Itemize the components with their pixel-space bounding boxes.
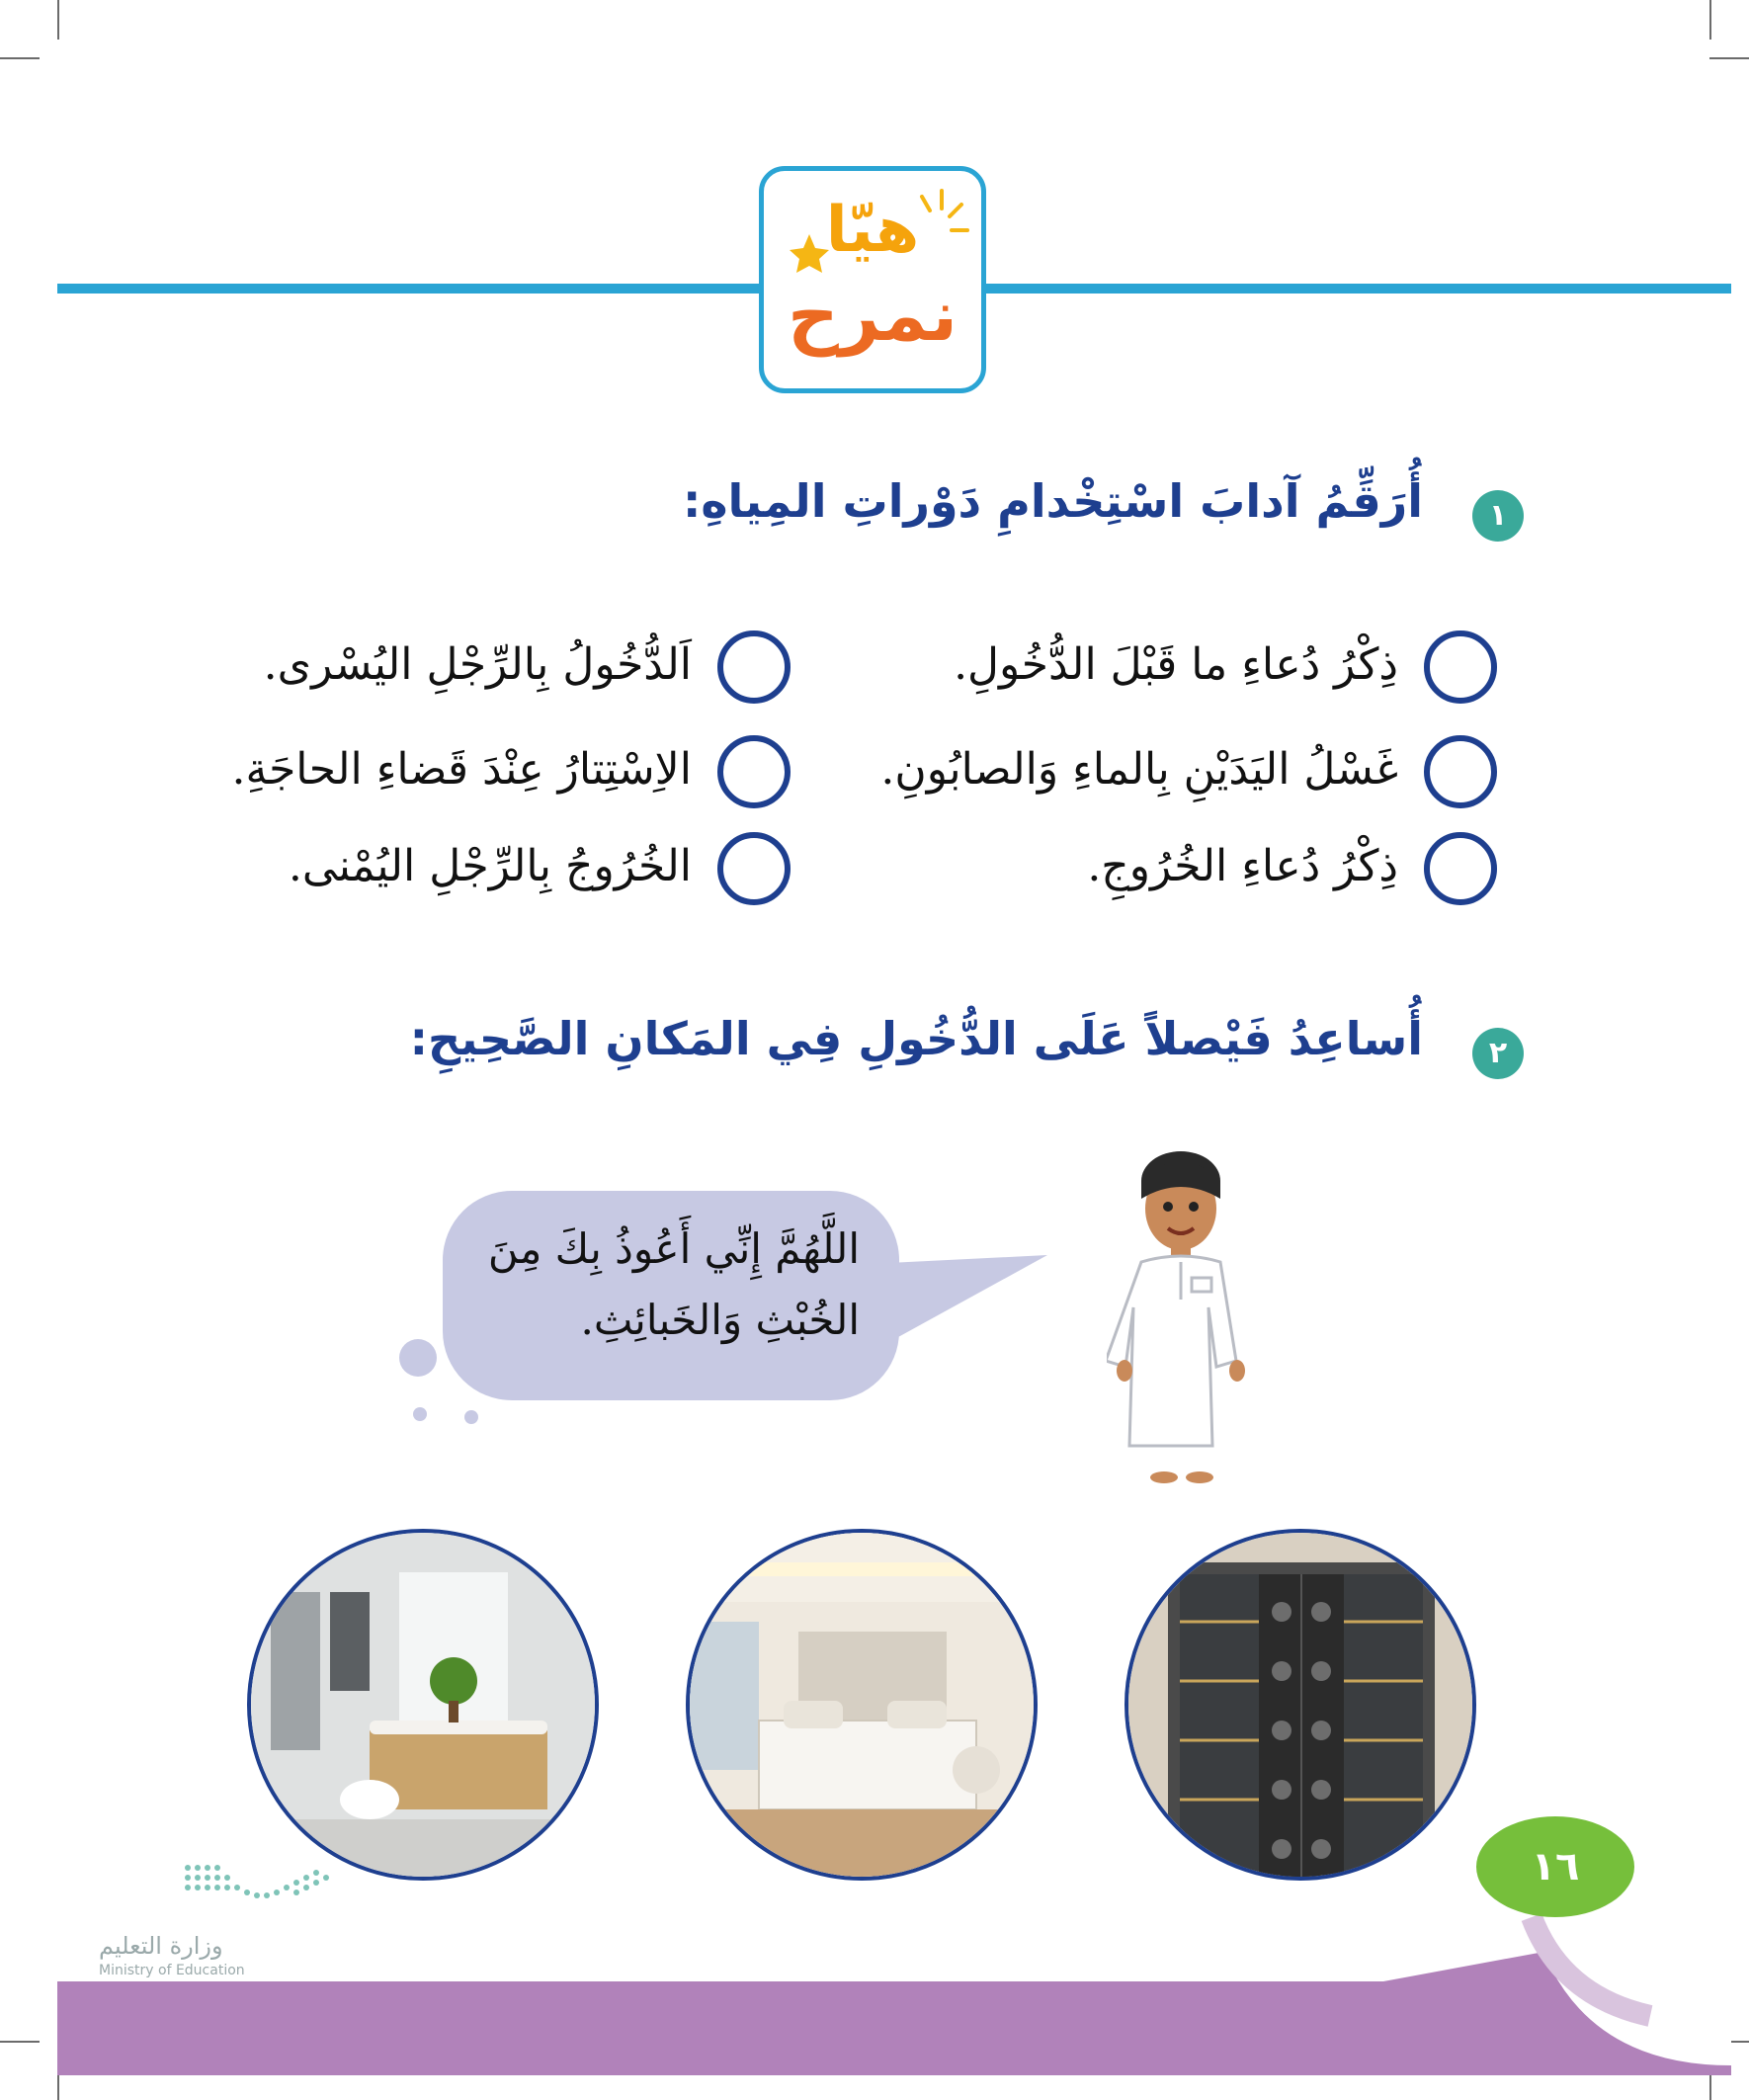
crop-mark	[1709, 57, 1749, 59]
bedroom-photo[interactable]	[686, 1529, 1038, 1881]
item-text: ذِكْرُ دُعاءِ الخُرُوجِ.	[1087, 841, 1398, 891]
number-circle[interactable]	[717, 832, 791, 905]
thought-dot	[464, 1410, 478, 1424]
list-item[interactable]	[217, 832, 791, 915]
crop-mark	[57, 0, 59, 40]
question-2-number: ٢	[1472, 1028, 1524, 1079]
door-image	[1128, 1533, 1472, 1877]
number-circle[interactable]	[717, 630, 791, 704]
speech-line-1: اللَّهُمَّ إِنِّي أَعُوذُ بِكَ مِنَ	[487, 1224, 860, 1273]
ministry-logo-icon	[178, 1858, 356, 1917]
number-circle[interactable]	[1424, 735, 1497, 808]
ministry-name-english: Ministry of Education	[99, 1963, 245, 1978]
crop-mark	[0, 2041, 40, 2043]
item-text: اَلدُّخُولُ بِالرِّجْلِ اليُسْرى.	[263, 639, 692, 690]
thought-dot	[413, 1407, 427, 1421]
question-2-title: أُساعِدُ فَيْصلاً عَلَى الدُّخُولِ فِي المَكانِ الصَّحِيحِ:	[409, 1012, 1423, 1065]
question-1-number: ١	[1472, 490, 1524, 542]
page-number-badge: ١٦	[1476, 1816, 1634, 1917]
logo-word-1: هيّا	[825, 194, 920, 267]
question-1-title: أُرَقِّمُ آدابَ اسْتِخْدامِ دَوْراتِ المِياهِ:	[682, 474, 1423, 528]
item-text: الاِسْتِتارُ عِنْدَ قَضاءِ الحاجَةِ.	[231, 744, 692, 795]
speech-line-2: الخُبْثِ وَالخَبائِثِ.	[580, 1296, 860, 1344]
ministry-name-arabic: وزارة التعليم	[99, 1932, 223, 1960]
crop-mark	[1709, 0, 1711, 40]
list-item[interactable]	[850, 630, 1497, 714]
list-item[interactable]	[217, 735, 791, 818]
bathroom-image	[251, 1533, 595, 1877]
item-text: ذِكْرُ دُعاءِ ما قَبْلَ الدُّخُولِ.	[954, 639, 1398, 690]
item-text: غَسْلُ اليَدَيْنِ بِالماءِ وَالصابُونِ.	[880, 744, 1398, 795]
list-item[interactable]	[850, 735, 1497, 818]
bathroom-photo[interactable]	[247, 1529, 599, 1881]
list-item[interactable]	[850, 832, 1497, 915]
front-door-photo[interactable]	[1124, 1529, 1476, 1881]
speech-text	[484, 1214, 860, 1356]
section-logo	[759, 166, 986, 393]
logo-word-2: نمرح	[788, 274, 958, 357]
number-circle[interactable]	[1424, 832, 1497, 905]
number-circle[interactable]	[1424, 630, 1497, 704]
item-text: الخُرُوجُ بِالرِّجْلِ اليُمْنى.	[288, 841, 692, 891]
crop-mark	[0, 57, 40, 59]
number-circle[interactable]	[717, 735, 791, 808]
boy-character-illustration	[1107, 1151, 1255, 1487]
list-item[interactable]	[217, 630, 791, 714]
bedroom-image	[690, 1533, 1034, 1877]
thought-dot	[399, 1339, 437, 1377]
